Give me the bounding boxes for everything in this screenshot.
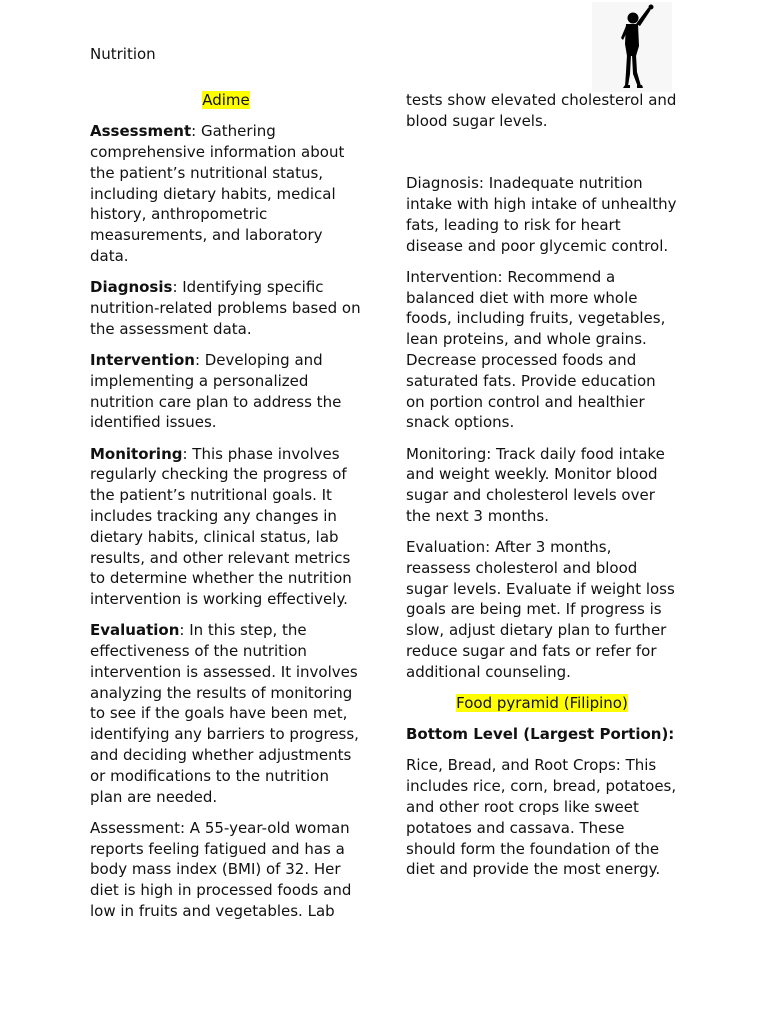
term-label: Diagnosis xyxy=(90,278,173,297)
left-column xyxy=(90,90,362,932)
bottom-level-paragraph: Rice, Bread, and Root Crops: This includes rice, corn, bread, potatoes, and other root crops like sweet potatoes and cassava. These should form the foundation of the diet and provide the most energy. xyxy=(406,756,677,879)
definition-text: : Gathering comprehensive information about the patient’s nutritional status, including dietary habits, medical history, anthropometric measurements, and laboratory data. xyxy=(90,122,345,265)
definition-text: : Identifying specific nutrition-related problems based on the assessment data. xyxy=(90,278,361,338)
blank-line xyxy=(406,142,678,173)
page-title: Nutrition xyxy=(90,45,156,63)
jumping-person-silhouette-icon xyxy=(592,2,672,92)
case-assessment-paragraph: Assessment: A 55-year-old woman reports feeling fatigued and has a body mass index (BMI) of 32. Her diet is high in processed foods and low in fruits and vegetables. Lab xyxy=(90,818,352,921)
term-label: Assessment xyxy=(90,122,192,141)
definition-monitoring xyxy=(90,444,362,610)
definition-text: : In this step, the effectiveness of the nutrition intervention is assessed. It involves analyzing the results of monitoring to see if the goals have been met, identifying any barriers to progress, and deciding whether adjustments or modifications to the nutrition plan are needed. xyxy=(90,621,359,806)
right-column xyxy=(406,90,678,891)
definition-text: : Developing and implementing a personalized nutrition care plan to address the identified issues. xyxy=(90,350,342,432)
definition-intervention xyxy=(90,350,362,433)
section-heading-adime xyxy=(90,90,362,111)
definition-evaluation xyxy=(90,620,362,807)
section-heading-food-pyramid xyxy=(406,693,678,714)
term-label: Monitoring xyxy=(90,444,183,463)
case-diagnosis-paragraph: Diagnosis: Inadequate nutrition intake with high intake of unhealthy fats, leading to risk for heart disease and poor glycemic control. xyxy=(406,174,677,255)
case-monitoring-paragraph: Monitoring: Track daily food intake and weight weekly. Monitor blood sugar and cholesterol levels over the next 3 months. xyxy=(406,444,665,525)
bottom-level-heading: Bottom Level (Largest Portion): xyxy=(406,725,675,744)
definition-assessment xyxy=(90,121,362,267)
term-label: Evaluation xyxy=(90,621,180,640)
definition-diagnosis xyxy=(90,277,362,339)
case-evaluation-paragraph: Evaluation: After 3 months, reassess cholesterol and blood sugar levels. Evaluate if weight loss goals are being met. If progress is slow, adjust dietary plan to further reduce sugar and fats or refer for additional counseling. xyxy=(406,538,675,681)
term-label: Intervention xyxy=(90,350,195,369)
definition-text: : This phase involves regularly checking the progress of the patient’s nutritional goals. It includes tracking any changes in dietary habits, clinical status, lab results, and other relevant metrics to determine whether the nutrition intervention is working effectively. xyxy=(90,444,352,609)
highlighted-heading: Adime xyxy=(202,91,250,109)
case-intervention-paragraph: Intervention: Recommend a balanced diet with more whole foods, including fruits, vegetables, lean proteins, and whole grains. Decrease processed foods and saturated fats. Provide education on portion control and healthier snack options. xyxy=(406,267,666,432)
case-assessment-continued: tests show elevated cholesterol and blood sugar levels. xyxy=(406,91,677,130)
highlighted-heading: Food pyramid (Filipino) xyxy=(456,694,628,713)
